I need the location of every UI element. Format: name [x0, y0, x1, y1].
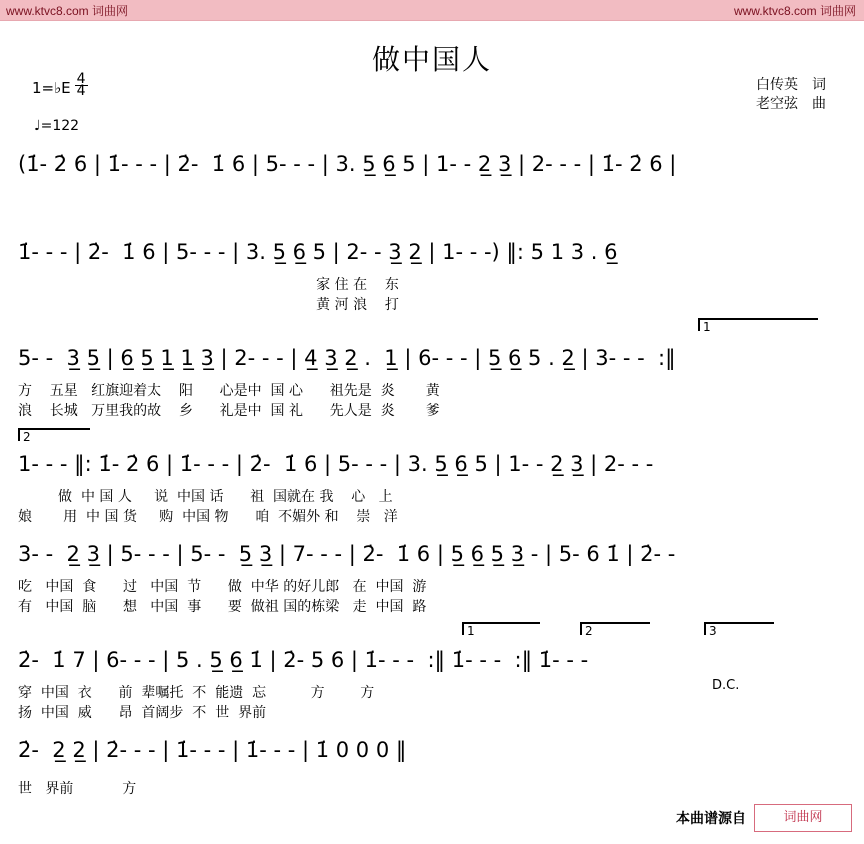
ending-bracket-2b: 2 — [580, 622, 650, 635]
score-line-5-notes: 3- - 2̲ 3̲ | 5- - - | 5- - 5̲ 3̲ | 7- - - | 2̇- 1̇ 6 | 5̲ 6̲ 5̲ 3̲ - | 5- 6 1̇ | 2̇- - — [18, 542, 676, 566]
banner-right-text: www.ktvc8.com 词曲网 — [733, 4, 856, 18]
score-line-3-lyrics-2: 浪 长城 万里我的故 乡 礼是中 国 礼 先人是 炎 爹 — [18, 403, 440, 419]
score-line-2-lyrics-1: 家 住 在 东 — [18, 277, 399, 293]
score-line-7-notes: 2̇- 2̲ 2̲ | 2̇- - - | 1̇- - - | 1̇- - - | 1̇ 0 0 0 ‖ — [18, 738, 407, 762]
score-line-6-lyrics-1: 穿 中国 衣 前 辈嘱托 不 能遗 忘 方 方 — [18, 685, 375, 701]
key-signature — [32, 71, 88, 99]
ending-bracket-3b: 3 — [704, 622, 774, 635]
score-line-5-lyrics-1: 吃 中国 食 过 中国 节 做 中华 的好儿郎 在 中国 游 — [18, 579, 427, 595]
composer-role: 曲 — [812, 96, 826, 112]
lyricist-name: 白传英 — [756, 77, 798, 93]
score-line-1-notes: (1̇- 2̇ 6 | 1̇- - - | 2̇- 1̇ 6 | 5- - - | 3. 5̲ 6̲ 5 | 1- - 2̲ 3̲ | 2- - - | 1̇- 2̇ 6 | — [18, 152, 677, 176]
page-title: 做中国人 — [371, 43, 492, 76]
score-line-2-lyrics-2: 黄 河 浪 打 — [18, 297, 399, 313]
score-line-4-lyrics-1: 做 中 国 人 说 中国 话 祖 国就在 我 心 上 — [18, 489, 393, 505]
meter-denominator: 4 — [76, 83, 86, 99]
score-line-3-notes: 5- - 3̲ 5̲ | 6̲ 5̲ 1̲ 1̲ 3̲ | 2- - - | 4̲ 3̲ 2̲ . 1̲ | 6- - - | 5̲ 6̲ 5 . 2̲ | 3- - - :‖ — [18, 346, 676, 370]
tempo-marking: ♩=122 — [34, 118, 80, 134]
score-line-4-lyrics-2: 娘 用 中 国 货 购 中国 物 咱 不媚外 和 崇 洋 — [18, 509, 398, 525]
meter-numerator: 4 — [76, 71, 86, 87]
score-line-6-lyrics-2: 扬 中国 威 昂 首阔步 不 世 界前 — [18, 705, 267, 721]
score-line-7-lyrics-1: 世 界前 方 — [18, 781, 137, 797]
credit-row-composer — [756, 95, 826, 114]
lyricist-role: 词 — [812, 77, 826, 93]
score-line-5-lyrics-2: 有 中国 脑 想 中国 事 要 做祖 国的栋梁 走 中国 路 — [18, 599, 427, 615]
score-line-4-notes: 1- - - ‖: 1̇- 2̇ 6 | 1̇- - - | 2̇- 1̇ 6 | 5- - - | 3. 5̲ 6̲ 5 | 1- - 2̲ 3̲ | 2- - - — [18, 452, 654, 476]
key-text: 1=♭E — [32, 79, 71, 97]
site-logo: 词曲网 — [754, 804, 852, 832]
credit-row-lyricist — [756, 76, 826, 95]
site-banner — [0, 0, 864, 21]
source-label: 本曲谱源自 — [676, 811, 746, 827]
score-line-6-notes: 2̇- 1̇ 7 | 6- - - | 5 . 5̲ 6̲ 1̇ | 2̇- 5 6 | 1̇- - - :‖ 1̇- - - :‖ 1̇- - - — [18, 648, 589, 672]
score-line-2-notes: 1̇- - - | 2̇- 1̇ 6 | 5- - - | 3. 5̲ 6̲ 5 | 2- - 3̲ 2̲ | 1- - -) ‖: 5 1 3 . 6̲ — [18, 240, 618, 264]
ending-bracket-2: 2 — [18, 428, 90, 441]
banner-left-text: www.ktvc8.com 词曲网 — [6, 4, 129, 18]
score-line-3-lyrics-1: 方 五星 红旗迎着太 阳 心是中 国 心 祖先是 炎 黄 — [18, 383, 440, 399]
time-signature — [75, 71, 88, 99]
ending-bracket-1b: 1 — [462, 622, 540, 635]
ending-bracket-1: 1 — [698, 318, 818, 331]
dc-al-capo-mark: D.C. — [712, 678, 740, 693]
composer-name: 老空弦 — [756, 96, 798, 112]
credits — [756, 76, 826, 114]
